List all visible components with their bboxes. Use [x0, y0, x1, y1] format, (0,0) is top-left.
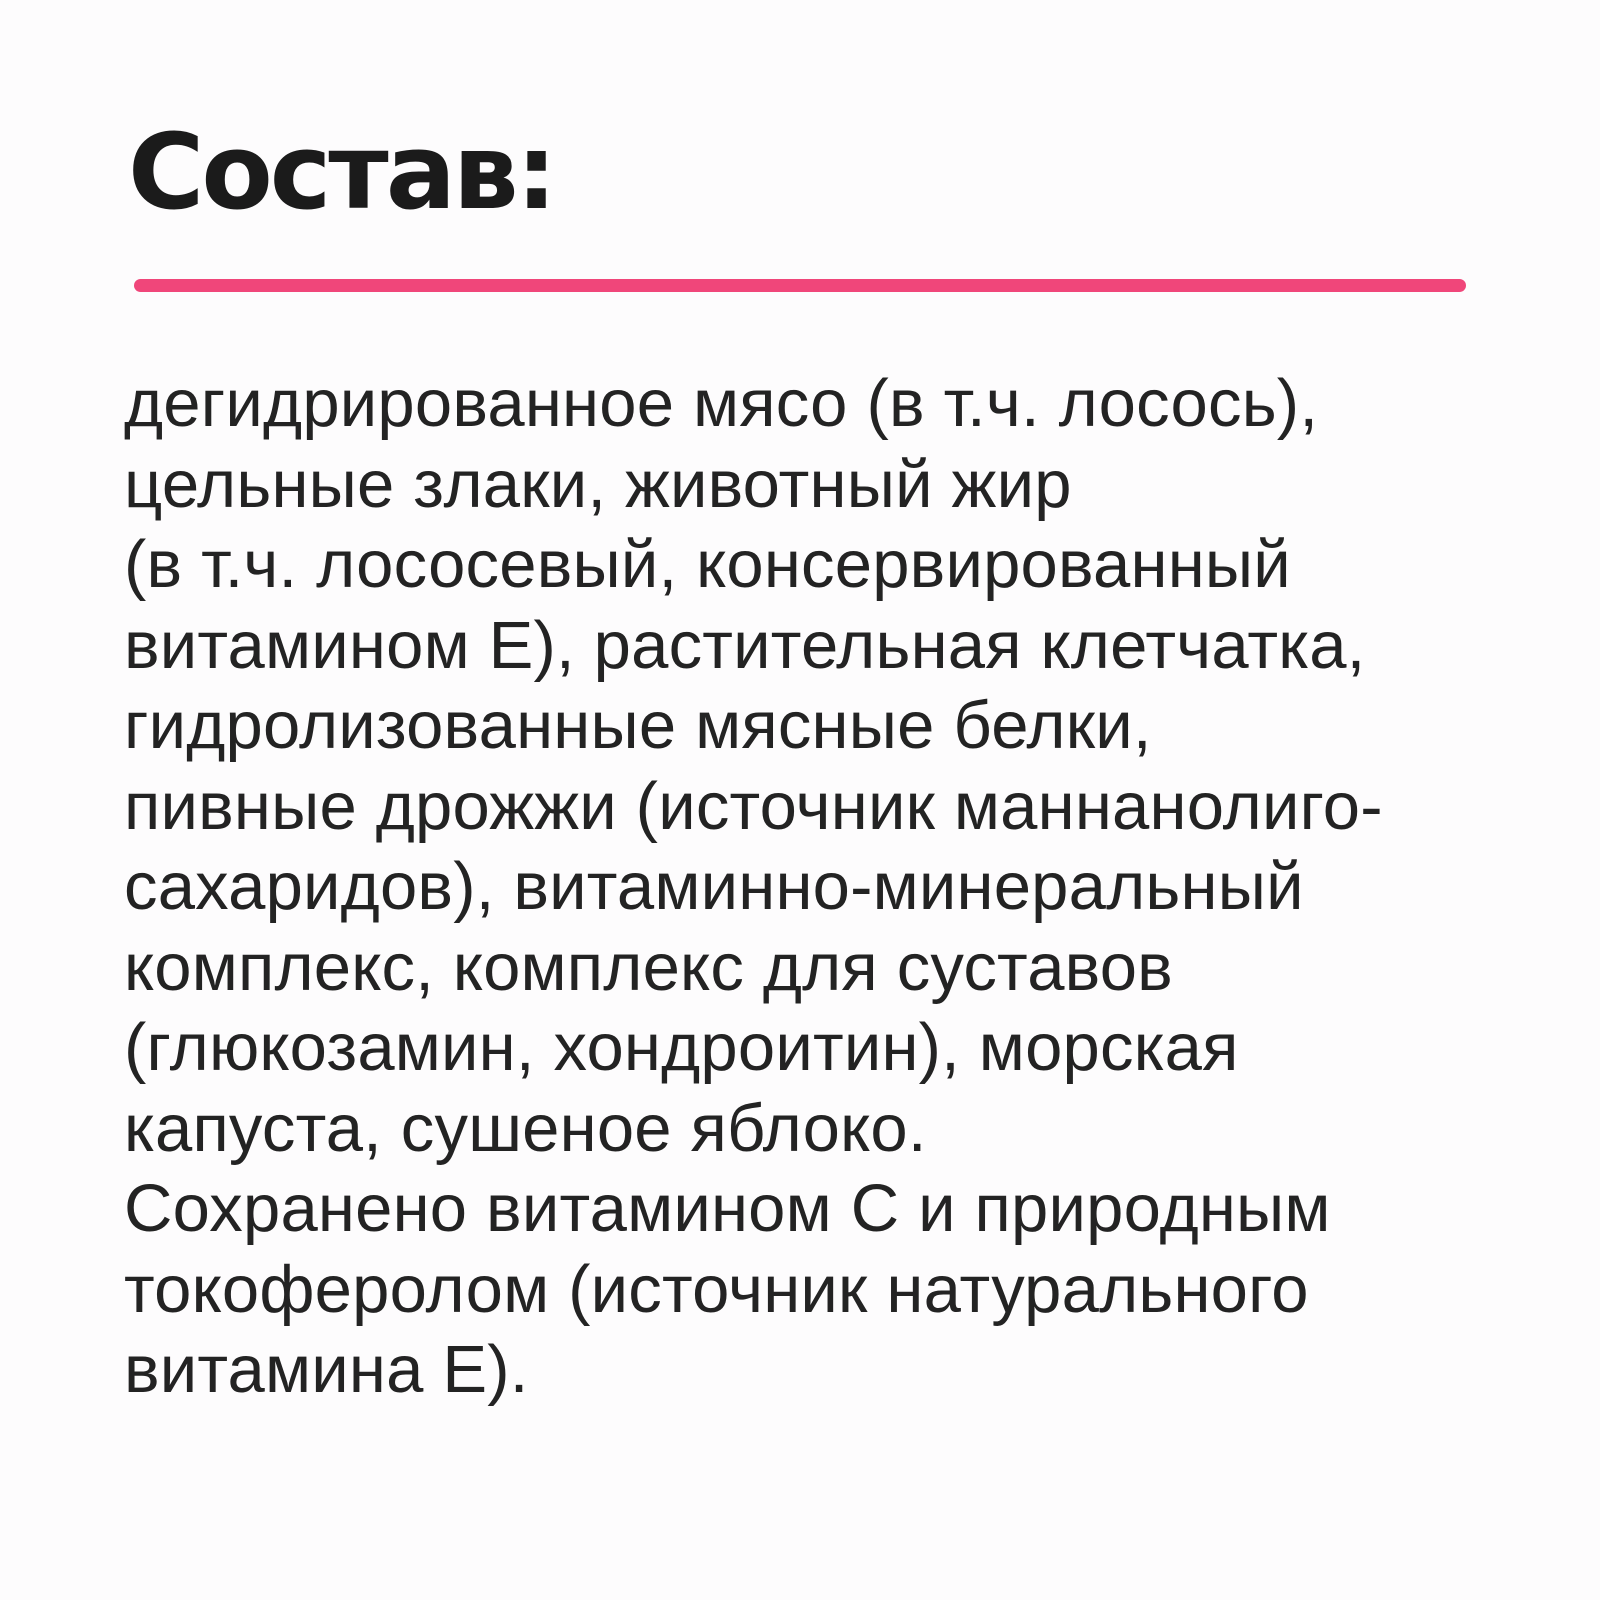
composition-line: Сохранено витамином С и природным	[124, 1171, 1331, 1246]
composition-line: капуста, сушеное яблоко.	[124, 1090, 927, 1166]
composition-line: дегидрированное мясо (в т.ч. лосось),	[124, 366, 1319, 441]
composition-line: токоферолом (источник натурального	[124, 1251, 1309, 1327]
composition-line: (в т.ч. лососевый, консервированный	[124, 527, 1291, 602]
composition-text	[124, 364, 1524, 1411]
accent-divider	[134, 279, 1466, 292]
composition-line: витамином Е), растительная клетчатка,	[124, 607, 1366, 683]
heading: Состав:	[128, 111, 555, 233]
composition-line: цельные злаки, животный жир	[124, 446, 1072, 522]
composition-line: пивные дрожжи (источник маннанолиго-	[124, 768, 1383, 844]
composition-line: (глюкозамин, хондроитин), морская	[124, 1010, 1239, 1085]
composition-line: витамина Е).	[124, 1332, 529, 1407]
composition-line: гидролизованные мясные белки,	[124, 688, 1152, 763]
composition-line: комплекс, комплекс для суставов	[124, 929, 1173, 1005]
composition-line: сахаридов), витаминно-минеральный	[124, 849, 1304, 924]
